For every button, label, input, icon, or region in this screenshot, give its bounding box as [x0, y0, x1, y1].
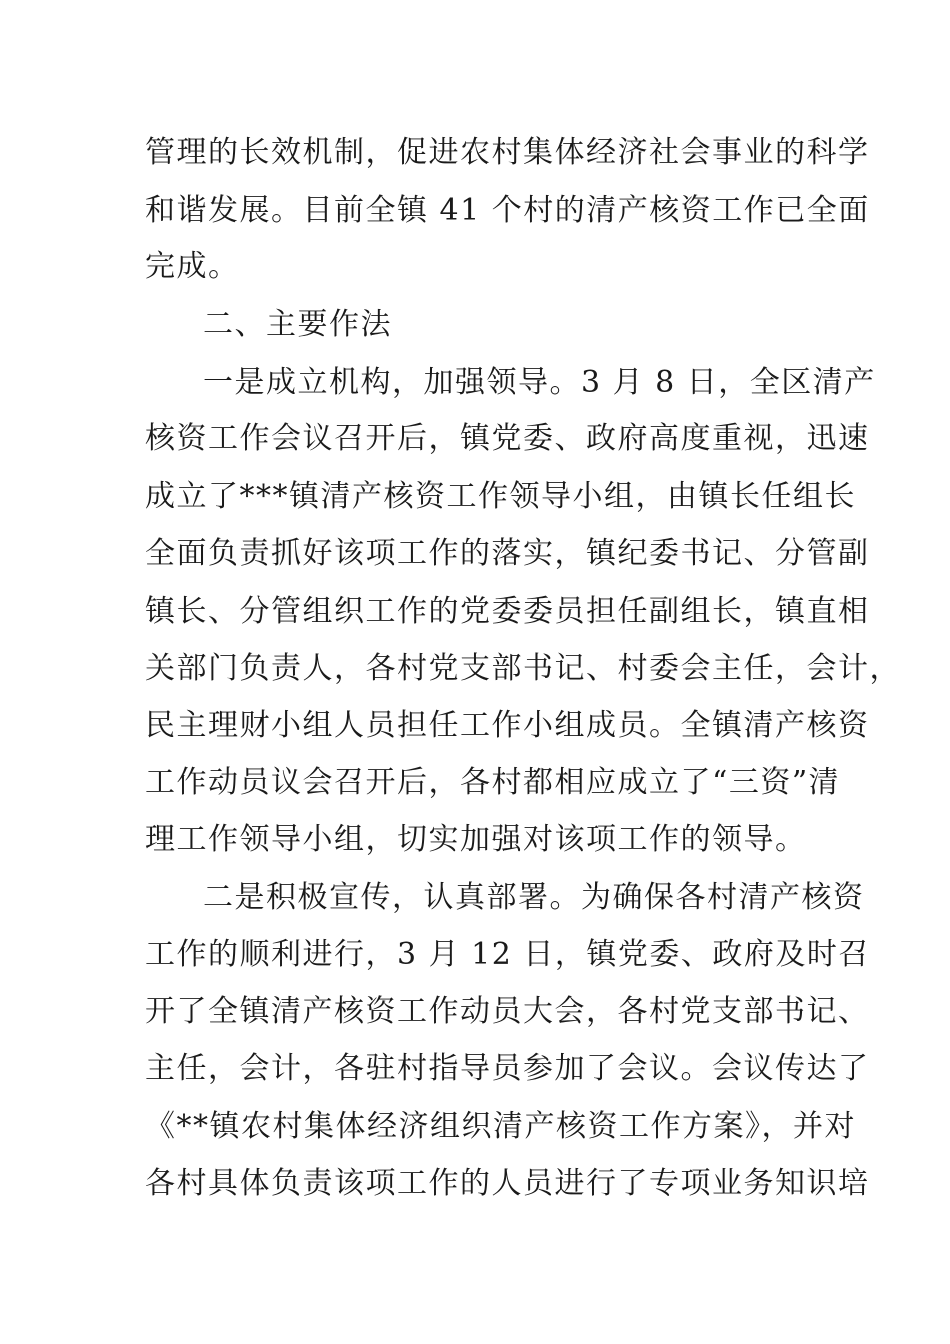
text-line: 和谐发展。目前全镇 41 个村的清产核资工作已全面 [145, 193, 870, 228]
text-line: 一是成立机构，加强领导。3 月 8 日，全区清产 [203, 365, 876, 400]
section-heading: 二、主要作法 [203, 307, 392, 342]
text-line: 关部门负责人，各村党支部书记、村委会主任，会计， [145, 651, 901, 686]
text-line: 《**镇农村集体经济组织清产核资工作方案》，并对 [145, 1109, 856, 1144]
text-line: 全面负责抓好该项工作的落实，镇纪委书记、分管副 [145, 536, 870, 571]
text-line: 二是积极宣传，认真部署。为确保各村清产核资 [203, 880, 865, 915]
text-line: 理工作领导小组，切实加强对该项工作的领导。 [145, 822, 807, 857]
text-line: 工作的顺利进行，3 月 12 日，镇党委、政府及时召 [145, 937, 870, 972]
text-line: 工作动员议会召开后，各村都相应成立了“三资”清 [145, 765, 841, 800]
text-line: 管理的长效机制，促进农村集体经济社会事业的科学 [145, 135, 870, 170]
text-line: 主任，会计，各驻村指导员参加了会议。会议传达了 [145, 1051, 870, 1086]
text-line: 镇长、分管组织工作的党委委员担任副组长，镇直相 [145, 594, 870, 629]
text-line: 完成。 [145, 249, 240, 284]
text-line: 民主理财小组人员担任工作小组成员。全镇清产核资 [145, 708, 870, 743]
text-line: 成立了***镇清产核资工作领导小组，由镇长任组长 [145, 479, 856, 514]
text-line: 核资工作会议召开后，镇党委、政府高度重视，迅速 [145, 421, 870, 456]
text-line: 开了全镇清产核资工作动员大会，各村党支部书记、 [145, 994, 870, 1029]
text-line: 各村具体负责该项工作的人员进行了专项业务知识培 [145, 1166, 870, 1201]
